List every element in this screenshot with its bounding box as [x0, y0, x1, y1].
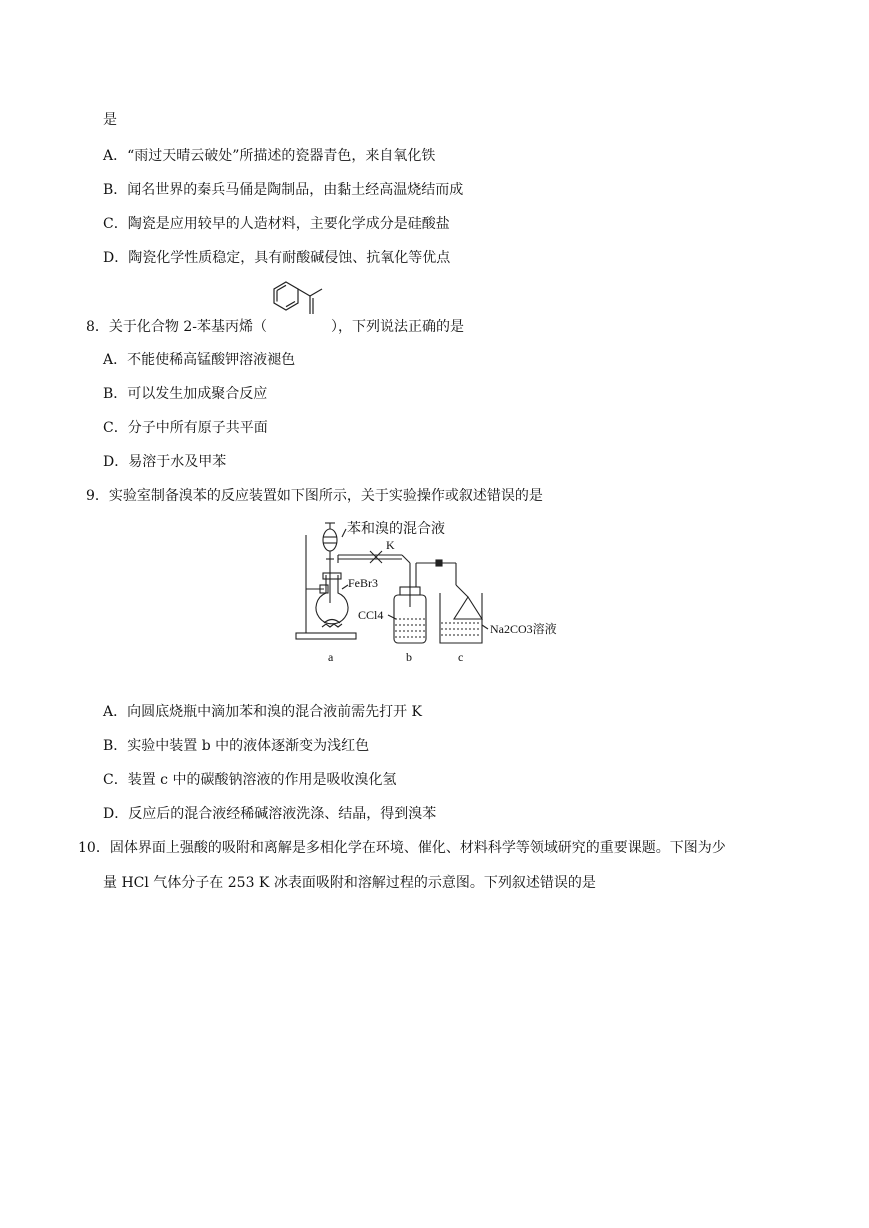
dropping-funnel: [323, 529, 337, 551]
2-phenylpropene-structure: [268, 276, 346, 336]
q7-option-b: B．闻名世界的秦兵马俑是陶制品，由黏土经高温烧结而成: [103, 182, 464, 198]
q10-stem-line1: 10．固体界面上强酸的吸附和离解是多相化学在环境、催化、材料科学等领域研究的重要课题。下图为少: [78, 840, 726, 856]
q9-option-a: A．向圆底烧瓶中滴加苯和溴的混合液前需先打开 K: [103, 704, 423, 720]
round-bottom-flask: [316, 575, 348, 624]
label-ccl4: CCl4: [358, 608, 384, 622]
q9-option-c: C．装置 c 中的碳酸钠溶液的作用是吸收溴化氢: [103, 772, 397, 788]
q8-stem-after: ），下列说法正确的是: [331, 319, 464, 335]
label-b: b: [406, 650, 412, 664]
q8-option-c: C．分子中所有原子共平面: [103, 420, 268, 436]
label-na2co3: Na2CO3溶液: [490, 622, 557, 636]
q8-stem-before: 8．关于化合物 2-苯基丙烯（: [86, 319, 267, 335]
q7-option-d: D．陶瓷化学性质稳定，具有耐酸碱侵蚀、抗氧化等优点: [103, 250, 451, 266]
label-mixture: 苯和溴的混合液: [347, 522, 445, 537]
q8-option-a: A．不能使稀高锰酸钾溶液褪色: [103, 352, 296, 368]
funnel: [454, 597, 482, 619]
bromobenzene-apparatus-diagram: [290, 515, 590, 670]
q9-option-d: D．反应后的混合液经稀碱溶液洗涤、结晶，得到溴苯: [103, 806, 437, 822]
q7-option-c: C．陶瓷是应用较早的人造材料，主要化学成分是硅酸盐: [103, 216, 450, 232]
q8-option-b: B．可以发生加成聚合反应: [103, 386, 268, 402]
stand-base: [296, 633, 356, 639]
label-febr3: FeBr3: [348, 576, 378, 590]
q7-stem-tail: 是: [103, 112, 117, 128]
label-c: c: [458, 650, 464, 664]
label-k: K: [386, 538, 395, 552]
q7-option-a: A．“雨过天晴云破处”所描述的瓷器青色，来自氧化铁: [103, 148, 436, 164]
q8-option-d: D．易溶于水及甲苯: [103, 454, 227, 470]
q9-stem: 9．实验室制备溴苯的反应装置如下图所示，关于实验操作或叙述错误的是: [86, 488, 543, 504]
q9-option-b: B．实验中装置 b 中的液体逐渐变为浅红色: [103, 738, 370, 754]
q10-stem-line2: 量 HCl 气体分子在 253 K 冰表面吸附和溶解过程的示意图。下列叙述错误的是: [103, 875, 596, 891]
label-a: a: [328, 650, 334, 664]
